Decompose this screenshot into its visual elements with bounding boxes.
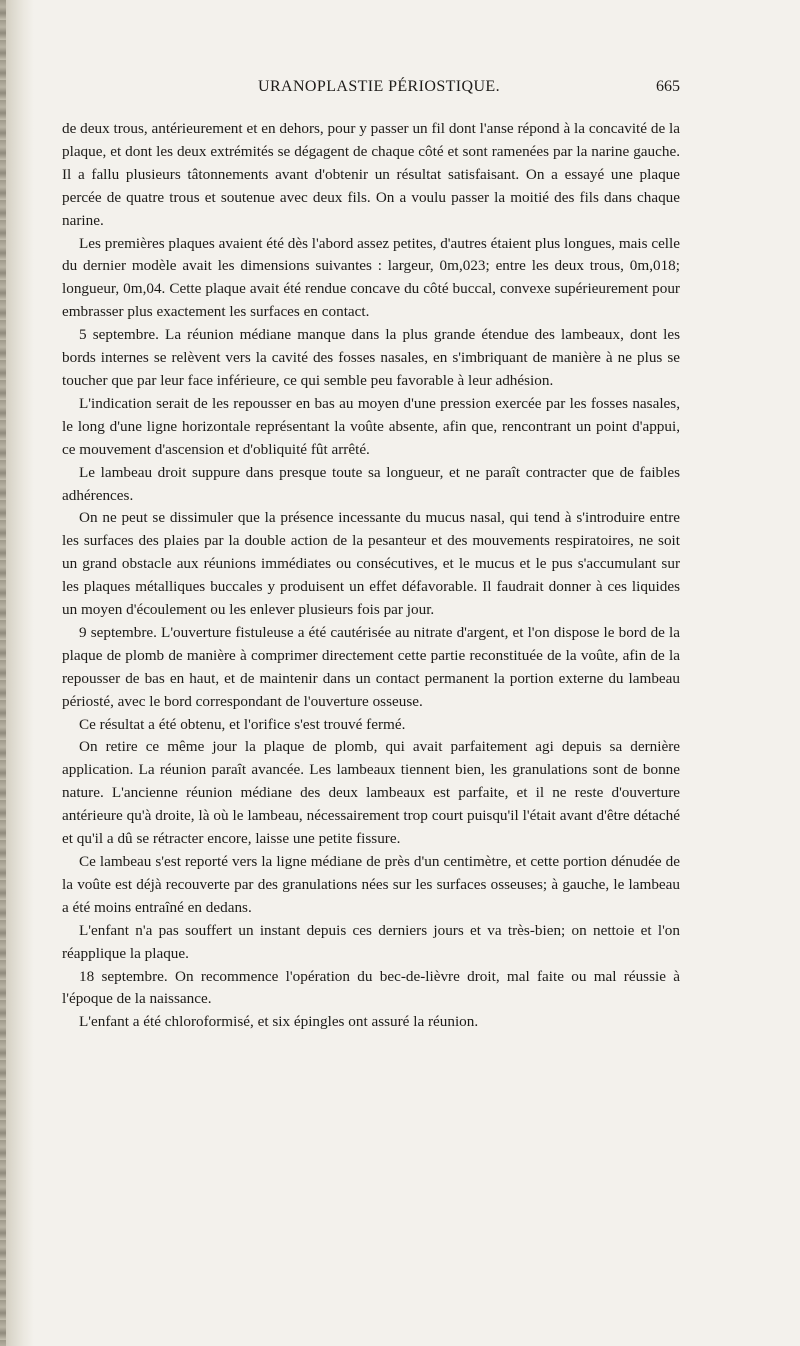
paragraph: Le lambeau droit suppure dans presque toute sa longueur, et ne paraît contracter que de faibles adhérences. — [62, 463, 680, 504]
paragraph: L'enfant n'a pas souffert un instant depuis ces derniers jours et va très-bien; on nettoie et l'on réapplique la plaque. — [62, 921, 680, 962]
paragraph: On retire ce même jour la plaque de plomb, qui avait parfaitement agi depuis sa dernière application. La réunion paraît avancée. Les lambeaux tiennent bien, les granulations sont de bonne nature. L'ancienne réunion médiane des deux lambeaux est parfaite, et il ne reste d'ouverture antérieure qu'à droite, là où le lambeau, nécessairement trop court puisqu'il l'était avant d'être détaché et qu'il a dû se rétracter encore, laisse une petite fissure. — [62, 738, 680, 848]
page-header — [62, 78, 680, 108]
paragraph: de deux trous, antérieurement et en dehors, pour y passer un fil dont l'anse répond à la concavité de la plaque, et dont les deux extrémités se dégagent de chaque côté et sont ramenées par la narine gauche. Il a fallu plusieurs tâtonnements avant d'obtenir un résultat satisfaisant. On a essayé une plaque percée de quatre trous et soutenue avec deux fils. On a voulu passer la moitié des fils dans chaque narine. — [62, 120, 680, 229]
paragraph: Ce lambeau s'est reporté vers la ligne médiane de près d'un centimètre, et cette portion dénudée de la voûte est déjà recouverte par des granulations nées sur les surfaces osseuses; à gauche, le lambeau a été moins entraîné en dedans. — [62, 853, 680, 916]
running-title: URANOPLASTIE PÉRIOSTIQUE. — [258, 78, 500, 95]
paragraph: On ne peut se dissimuler que la présence incessante du mucus nasal, qui tend à s'introduire entre les surfaces des plaies par la double action de la pesanteur et des mouvements respiratoires, ne soit un grand obstacle aux réunions immédiates ou consécutives, et le mucus et le pus s'accumulant sur les plaques métalliques buccales y produisent un effet défavorable. Il faudrait donner à ces liquides un moyen d'écoulement ou les enlever plusieurs fois par jour. — [62, 509, 680, 619]
paragraph: 5 septembre. La réunion médiane manque dans la plus grande étendue des lambeaux, dont les bords internes se relèvent vers la cavité des fosses nasales, en s'imbriquant de manière à ne plus se toucher que par leur face inférieure, ce qui semble peu favorable à leur adhésion. — [62, 326, 680, 389]
paragraph: Les premières plaques avaient été dès l'abord assez petites, d'autres étaient plus longues, mais celle du dernier modèle avait les dimensions suivantes : largeur, 0m,023; entre les deux trous, 0m,018; longueur, 0m,04. Cette plaque avait été rendue concave du côté buccal, convexe supérieurement pour embrasser plus exactement les surfaces en contact. — [62, 234, 680, 321]
paragraph: L'enfant a été chloroformisé, et six épingles ont assuré la réunion. — [79, 1013, 479, 1031]
page-number: 665 — [656, 78, 680, 95]
page-binding-edge — [0, 0, 6, 1346]
paragraph: 9 septembre. L'ouverture fistuleuse a été cautérisée au nitrate d'argent, et l'on dispose le bord de la plaque de plomb de manière à comprimer directement cette partie reconstituée de la voûte, afin de la repousser de bas en haut, et de maintenir dans un contact permanent la portion externe du lambeau périosté, avec le bord correspondant de l'ouverture osseuse. — [62, 623, 680, 710]
paragraph: L'indication serait de les repousser en bas au moyen d'une pression exercée par les fosses nasales, le long d'une ligne horizontale représentant la voûte absente, afin que, rencontrant un point d'appui, ce mouvement d'ascension et d'obliquité fût arrêté. — [62, 394, 680, 458]
body-text — [62, 118, 680, 1034]
paragraph: Ce résultat a été obtenu, et l'orifice s'est trouvé fermé. — [79, 715, 406, 733]
paragraph: 18 septembre. On recommence l'opération du bec-de-lièvre droit, mal faite ou mal réussie à l'époque de la naissance. — [62, 967, 680, 1008]
book-page — [62, 78, 680, 1034]
